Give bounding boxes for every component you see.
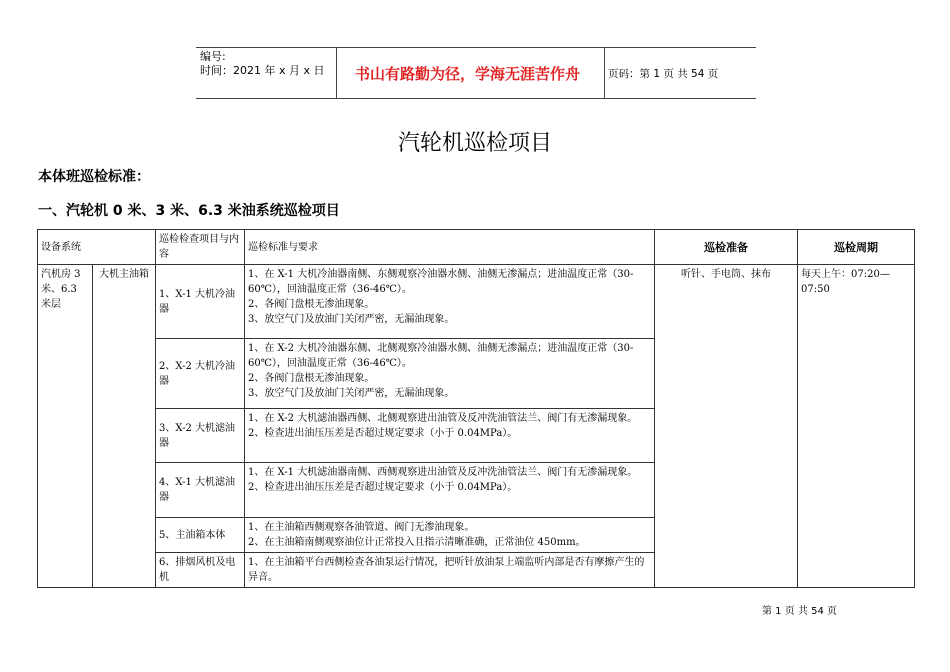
standard-cell <box>245 463 655 518</box>
table-header-row <box>38 230 915 265</box>
standard-cell <box>245 518 655 553</box>
standard-line: 2、在主油箱南侧观察油位计正常投入且指示清晰准确，正常油位 450mm。 <box>248 537 586 548</box>
header-meta <box>200 50 330 78</box>
header-divider <box>336 48 337 98</box>
header-equipment-system: 设备系统 <box>38 230 156 265</box>
table-row <box>38 265 915 339</box>
check-item-cell: 1、X-1 大机冷油器 <box>156 265 245 339</box>
page-footer: 第 1 页 共 54 页 <box>762 606 837 617</box>
subsystem-cell: 大机主油箱 <box>93 265 156 588</box>
page-title: 汽轮机巡检项目 <box>397 131 552 156</box>
header-divider <box>604 48 605 98</box>
header-preparation: 巡检准备 <box>655 230 798 265</box>
check-item-cell: 5、主油箱本体 <box>156 518 245 553</box>
header-check-item: 巡检检查项目与内容 <box>156 230 245 265</box>
check-item-cell: 4、X-1 大机滤油器 <box>156 463 245 518</box>
standard-cell <box>245 339 655 409</box>
cycle-cell: 每天上午：07:20—07:50 <box>798 265 915 588</box>
standard-line: 1、在主油箱西侧观察各油管道、阀门无渗油现象。 <box>248 522 475 533</box>
page-header <box>196 47 756 99</box>
section-heading: 本体班巡检标准： <box>38 169 150 185</box>
check-item-cell: 3、X-2 大机滤油器 <box>156 409 245 463</box>
header-cycle: 巡检周期 <box>798 230 915 265</box>
date-label: 时间：2021 年 x 月 x 日 <box>200 64 325 77</box>
subsection-heading: 一、汽轮机 0 米、3 米、6.3 米油系统巡检项目 <box>38 203 340 219</box>
number-label: 编号: <box>200 50 226 63</box>
standard-line: 2、各阀门盘根无渗油现象。 <box>248 299 375 310</box>
header-standard: 巡检标准与要求 <box>245 230 655 265</box>
standard-line: 3、放空气门及放油门关闭严密，无漏油现象。 <box>248 314 455 325</box>
standard-line: 1、在主油箱平台西侧检查各油泵运行情况，把听针放油泵上端监听内部是否有摩擦产生的异音。 <box>248 557 645 583</box>
standard-cell <box>245 265 655 339</box>
preparation-cell: 听针、手电筒、抹布 <box>655 265 798 588</box>
standard-line: 1、在 X-1 大机冷油器南侧、东侧观察冷油器水侧、油侧无渗漏点；进油温度正常（30-60℃），回油温度正常（36-46℃）。 <box>248 269 634 295</box>
standard-line: 1、在 X-2 大机冷油器东侧、北侧观察冷油器水侧、油侧无渗漏点；进油温度正常（30-60℃），回油温度正常（36-46℃）。 <box>248 343 634 369</box>
standard-line: 2、检查进出油压压差是否超过规定要求（小于 0.04MPa）。 <box>248 428 518 439</box>
standard-line: 1、在 X-1 大机滤油器南侧、西侧观察进出油管及反冲洗油管法兰、阀门有无渗漏现象。 <box>248 467 638 478</box>
standard-cell <box>245 553 655 588</box>
standard-line: 2、各阀门盘根无渗油现象。 <box>248 373 375 384</box>
inspection-table <box>37 229 915 588</box>
standard-line: 2、检查进出油压压差是否超过规定要求（小于 0.04MPa）。 <box>248 482 518 493</box>
header-motto: 书山有路勤为径，学海无涯苦作舟 <box>354 64 580 83</box>
standard-line: 3、放空气门及放油门关闭严密，无漏油现象。 <box>248 388 455 399</box>
standard-cell <box>245 409 655 463</box>
check-item-cell: 2、X-2 大机冷油器 <box>156 339 245 409</box>
header-page-info: 页码：第 1 页 共 54 页 <box>608 67 719 80</box>
check-item-cell: 6、排烟风机及电机 <box>156 553 245 588</box>
standard-line: 1、在 X-2 大机滤油器西侧、北侧观察进出油管及反冲洗油管法兰、阀门有无渗漏现象。 <box>248 413 638 424</box>
area-cell: 汽机房 3 米、6.3 米层 <box>38 265 93 588</box>
